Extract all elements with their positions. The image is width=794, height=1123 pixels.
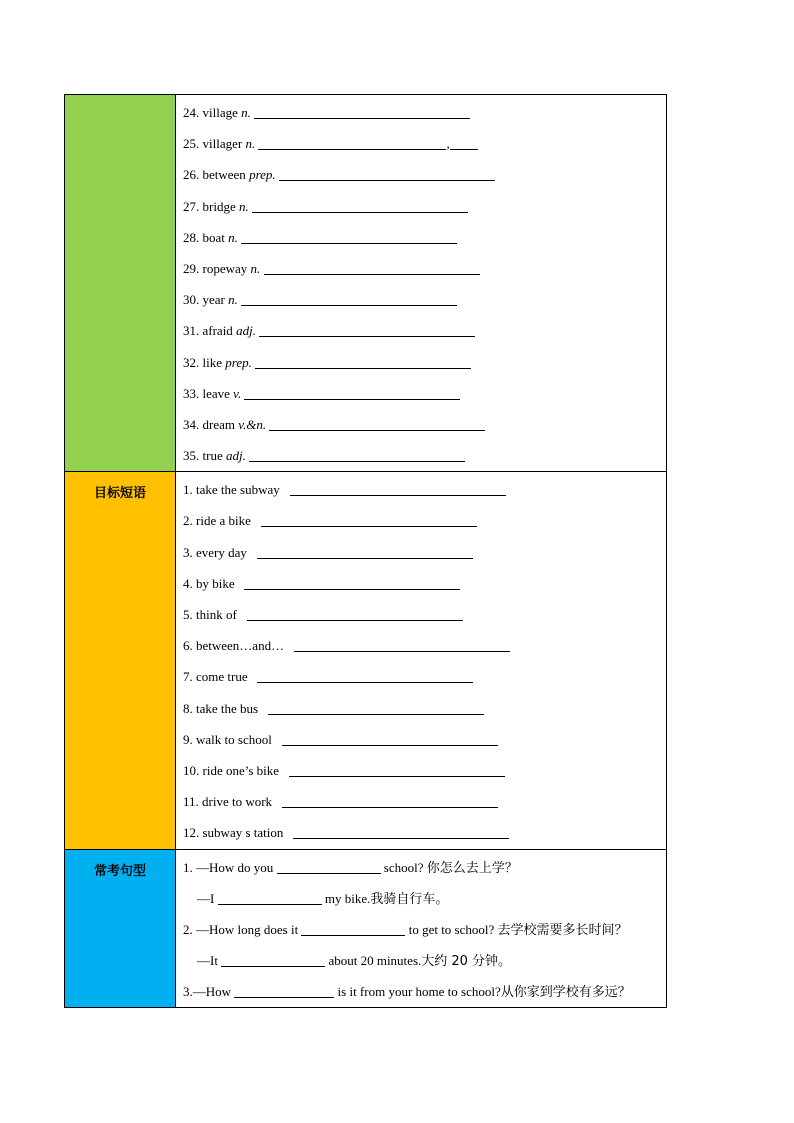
sentence-text: 3.—How xyxy=(183,984,232,1000)
answer-blank[interactable] xyxy=(244,398,460,400)
phrase-text: 7. come true xyxy=(183,669,248,685)
sentence-text: —It xyxy=(197,953,218,969)
vocab-part-of-speech: n. xyxy=(228,292,238,308)
phrase-text: 11. drive to work xyxy=(183,794,273,810)
vocab-item xyxy=(183,97,666,128)
answer-blank[interactable] xyxy=(294,650,510,652)
phrases-label: 目标短语 xyxy=(93,486,146,502)
sentence-line xyxy=(183,883,666,914)
vocab-word: between xyxy=(202,167,246,183)
vocab-number: 25. xyxy=(183,136,200,152)
phrases-content-cell xyxy=(176,472,667,849)
phrase-item xyxy=(183,693,666,724)
phrase-item xyxy=(183,817,666,848)
answer-blank[interactable] xyxy=(241,304,457,306)
vocab-number: 27. xyxy=(183,198,200,214)
answer-blank[interactable] xyxy=(261,525,477,527)
vocab-number: 34. xyxy=(183,416,200,432)
answer-blank[interactable] xyxy=(450,148,478,150)
vocab-word: ropeway xyxy=(202,260,248,276)
phrase-text: 2. ride a bike xyxy=(183,513,251,529)
vocab-item xyxy=(183,222,666,253)
sentences-row xyxy=(65,849,667,1008)
vocab-part-of-speech: adj. xyxy=(225,448,246,464)
sentence-translation: 我骑自行车。 xyxy=(370,891,449,907)
answer-blank[interactable] xyxy=(289,775,505,777)
vocab-number: 30. xyxy=(183,292,200,308)
phrase-text: 5. think of xyxy=(183,607,237,622)
answer-blank[interactable] xyxy=(257,681,473,683)
sentence-line xyxy=(183,976,666,1007)
vocab-word: boat xyxy=(202,229,225,245)
sentence-text: school? xyxy=(383,859,424,875)
vocab-separator: , xyxy=(446,136,450,152)
vocab-item xyxy=(183,347,666,378)
phrase-text: 6. between…and… xyxy=(183,638,285,654)
phrase-text: 10. ride one’s bike xyxy=(183,762,280,778)
sentence-text: to get to school? xyxy=(408,921,495,937)
sentence-text: about 20 minutes. xyxy=(328,953,422,969)
vocab-word: like xyxy=(202,354,222,370)
answer-blank[interactable] xyxy=(282,744,498,746)
answer-blank[interactable] xyxy=(221,965,325,967)
sentence-translation: 你怎么去上学？ xyxy=(426,860,518,876)
phrase-item xyxy=(183,474,666,505)
answer-blank[interactable] xyxy=(293,837,509,839)
vocab-number: 35. xyxy=(183,448,200,464)
answer-blank[interactable] xyxy=(269,429,485,431)
answer-blank[interactable] xyxy=(259,335,475,337)
phrases-label-cell xyxy=(65,472,176,849)
answer-blank[interactable] xyxy=(252,211,468,213)
vocab-part-of-speech: n. xyxy=(228,229,238,245)
vocab-item xyxy=(183,440,666,471)
vocab-part-of-speech: v. xyxy=(233,385,242,401)
phrase-text: 8. take the bus xyxy=(183,700,259,716)
answer-blank[interactable] xyxy=(254,117,470,119)
vocab-word: afraid xyxy=(202,323,233,339)
sentence-translation: 去学校需要多长时间？ xyxy=(497,922,628,938)
phrase-item xyxy=(183,599,666,630)
answer-blank[interactable] xyxy=(282,806,498,808)
sentence-text: 2. —How long does it xyxy=(183,921,299,937)
vocab-item xyxy=(183,253,666,284)
vocab-item xyxy=(183,315,666,346)
answer-blank[interactable] xyxy=(247,619,463,621)
phrase-item xyxy=(183,630,666,661)
vocab-part-of-speech: prep. xyxy=(249,167,276,183)
answer-blank[interactable] xyxy=(258,148,446,150)
vocab-number: 31. xyxy=(183,323,200,339)
answer-blank[interactable] xyxy=(268,713,484,715)
answer-blank[interactable] xyxy=(277,872,381,874)
sentence-line xyxy=(183,945,666,976)
vocab-word: year xyxy=(202,292,225,308)
phrase-item xyxy=(183,537,666,568)
vocab-item xyxy=(183,284,666,315)
vocab-row xyxy=(65,95,667,472)
sentence-text: is it from your home to school? xyxy=(337,984,501,1000)
vocab-content-cell xyxy=(176,95,667,472)
phrase-text: 3. every day xyxy=(183,544,247,560)
phrase-item xyxy=(183,505,666,536)
vocab-part-of-speech: v.&n. xyxy=(238,416,267,432)
sentence-line xyxy=(183,914,666,945)
sentence-translation: 从你家到学校有多远？ xyxy=(500,985,631,1001)
vocab-word: leave xyxy=(202,385,230,401)
vocab-number: 26. xyxy=(183,167,200,183)
vocab-word: true xyxy=(202,448,223,464)
answer-blank[interactable] xyxy=(264,273,480,275)
vocab-part-of-speech: n. xyxy=(241,105,251,120)
answer-blank[interactable] xyxy=(290,494,506,496)
vocab-number: 33. xyxy=(183,385,200,401)
vocab-label-cell xyxy=(65,95,176,472)
phrases-row xyxy=(65,472,667,849)
vocab-word: dream xyxy=(202,416,235,432)
sentences-content-cell xyxy=(176,849,667,1008)
vocab-word: bridge xyxy=(202,198,236,214)
sentence-translation: 大约 20 分钟。 xyxy=(421,954,512,970)
vocab-item xyxy=(183,409,666,440)
vocab-number: 32. xyxy=(183,354,200,370)
vocab-item xyxy=(183,191,666,222)
answer-blank[interactable] xyxy=(257,557,473,559)
answer-blank[interactable] xyxy=(255,367,471,369)
phrase-item xyxy=(183,724,666,755)
sentence-text: —I xyxy=(197,890,215,906)
vocab-part-of-speech: n. xyxy=(250,260,261,276)
vocab-part-of-speech: n. xyxy=(238,198,249,214)
answer-blank[interactable] xyxy=(301,934,405,936)
vocab-part-of-speech: n. xyxy=(245,136,256,152)
phrase-item xyxy=(183,786,666,817)
vocab-part-of-speech: adj. xyxy=(236,323,256,339)
phrase-item xyxy=(183,661,666,692)
vocab-part-of-speech: prep. xyxy=(225,354,252,370)
sentence-text: my bike. xyxy=(324,890,371,906)
sentence-text: 1. —How do you xyxy=(183,859,274,875)
answer-blank[interactable] xyxy=(249,460,465,462)
vocab-word: village xyxy=(202,105,238,120)
answer-blank[interactable] xyxy=(279,179,495,181)
answer-blank[interactable] xyxy=(218,903,322,905)
vocabulary-table xyxy=(64,94,667,1008)
sentence-line xyxy=(183,852,666,883)
phrase-text: 9. walk to school xyxy=(183,731,272,747)
answer-blank[interactable] xyxy=(234,996,334,998)
vocab-item xyxy=(183,378,666,409)
vocab-number: 29. xyxy=(183,260,200,276)
vocab-item xyxy=(183,159,666,190)
vocab-number: 24. xyxy=(183,105,200,120)
phrase-item xyxy=(183,568,666,599)
answer-blank[interactable] xyxy=(241,242,457,244)
vocab-number: 28. xyxy=(183,229,200,245)
sentences-label-cell xyxy=(65,849,176,1008)
answer-blank[interactable] xyxy=(244,588,460,590)
vocab-word: villager xyxy=(202,136,243,152)
phrase-text: 4. by bike xyxy=(183,575,235,591)
phrase-text: 1. take the subway xyxy=(183,482,280,498)
phrase-text: 12. subway s tation xyxy=(183,825,284,841)
sentences-label: 常考句型 xyxy=(93,863,146,879)
phrase-item xyxy=(183,755,666,786)
vocab-item xyxy=(183,128,666,159)
